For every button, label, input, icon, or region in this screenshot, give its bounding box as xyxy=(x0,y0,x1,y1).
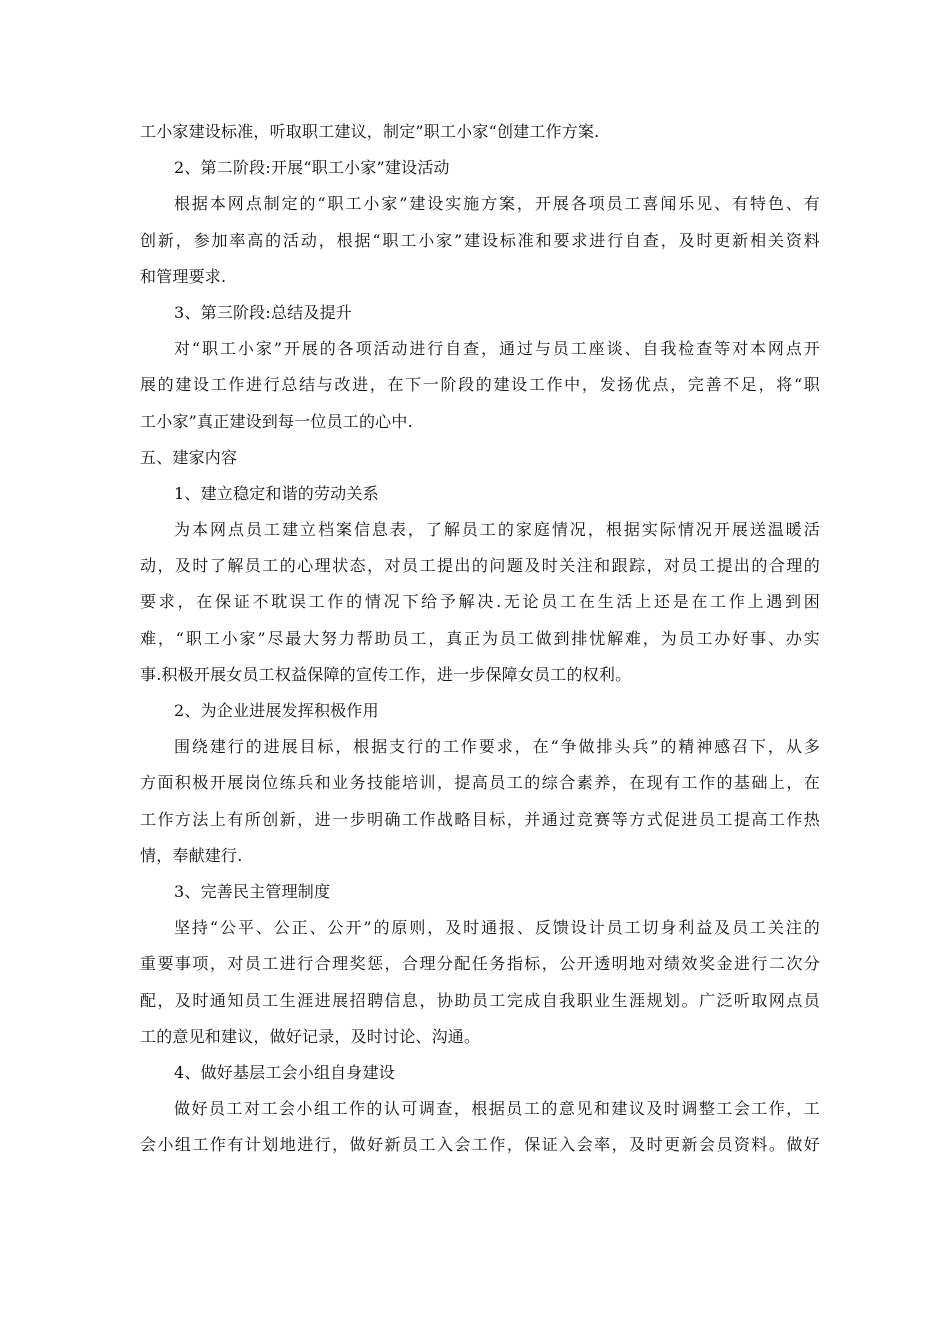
text-line: 1、建立稳定和谐的劳动关系 xyxy=(174,483,379,503)
text-line: 3、完善民主管理制度 xyxy=(174,881,331,901)
text-line: 重要事项，对员工进行合理奖惩，合理分配任务指标，公开透明地对绩效奖金进行二次分 xyxy=(140,954,820,974)
text-line: 和管理要求. xyxy=(140,266,227,286)
text-line: 工作方法上有所创新，进一步明确工作战略目标，并通过竞赛等方式促进员工提高工作热 xyxy=(140,809,820,829)
document-body xyxy=(140,114,820,1163)
text-line: 要求，在保证不耽误工作的情况下给予解决.无论员工在生活上还是在工作上遇到困 xyxy=(140,592,820,612)
text-line: 事.积极开展女员工权益保障的宣传工作，进一步保障女员工的权利。 xyxy=(140,664,632,684)
text-line: 坚持“公平、公正、公开”的原则，及时通报、反馈设计员工切身利益及员工关注的 xyxy=(174,918,820,938)
text-line: 配，及时通知员工生涯进展招聘信息，协助员工完成自我职业生涯规划。广泛听取网点员 xyxy=(140,990,820,1010)
text-line: 方面积极开展岗位练兵和业务技能培训，提高员工的综合素养，在现有工作的基础上，在 xyxy=(140,773,820,793)
text-line: 工的意见和建议，做好记录，及时讨论、沟通。 xyxy=(140,1026,481,1046)
text-line: 五、建家内容 xyxy=(140,447,238,467)
text-line: 工小家建设标准，听取职工建议，制定”职工小家“创建工作方案. xyxy=(140,122,600,141)
text-line: 会小组工作有计划地进行，做好新员工入会工作，保证入会率，及时更新会员资料。做好 xyxy=(140,1135,820,1155)
text-line: 情，奉献建行. xyxy=(140,845,243,865)
text-line: 根据本网点制定的“职工小家”建设实施方案，开展各项员工喜闻乐见、有特色、有 xyxy=(174,194,820,214)
text-line: 为本网点员工建立档案信息表，了解员工的家庭情况，根据实际情况开展送温暖活 xyxy=(174,520,820,540)
text-line: 2、为企业进展发挥积极作用 xyxy=(174,701,379,720)
text-line: 2、第二阶段:开展“职工小家”建设活动 xyxy=(174,158,450,178)
text-line: 4、做好基层工会小组自身建设 xyxy=(174,1062,395,1082)
text-line: 3、第三阶段:总结及提升 xyxy=(174,302,352,322)
text-line: 展的建设工作进行总结与改进，在下一阶段的建设工作中，发扬优点，完善不足，将“职 xyxy=(140,375,820,395)
text-line: 难，“职工小家”尽最大努力帮助员工，真正为员工做到排忧解难，为员工办好事、办实 xyxy=(140,628,820,648)
text-line: 对“职工小家”开展的各项活动进行自查，通过与员工座谈、自我检查等对本网点开 xyxy=(174,339,820,359)
text-line: 做好员工对工会小组工作的认可调查，根据员工的意见和建议及时调整工会工作，工 xyxy=(174,1099,820,1119)
text-line: 动，及时了解员工的心理状态，对员工提出的问题及时关注和跟踪，对员工提出的合理的 xyxy=(140,556,820,576)
text-line: 创新，参加率高的活动，根据“职工小家”建设标准和要求进行自查，及时更新相关资料 xyxy=(140,230,820,250)
text-line: 工小家”真正建设到每一位员工的心中. xyxy=(140,411,413,431)
text-line: 围绕建行的进展目标，根据支行的工作要求，在“争做排头兵”的精神感召下，从多 xyxy=(174,737,820,757)
